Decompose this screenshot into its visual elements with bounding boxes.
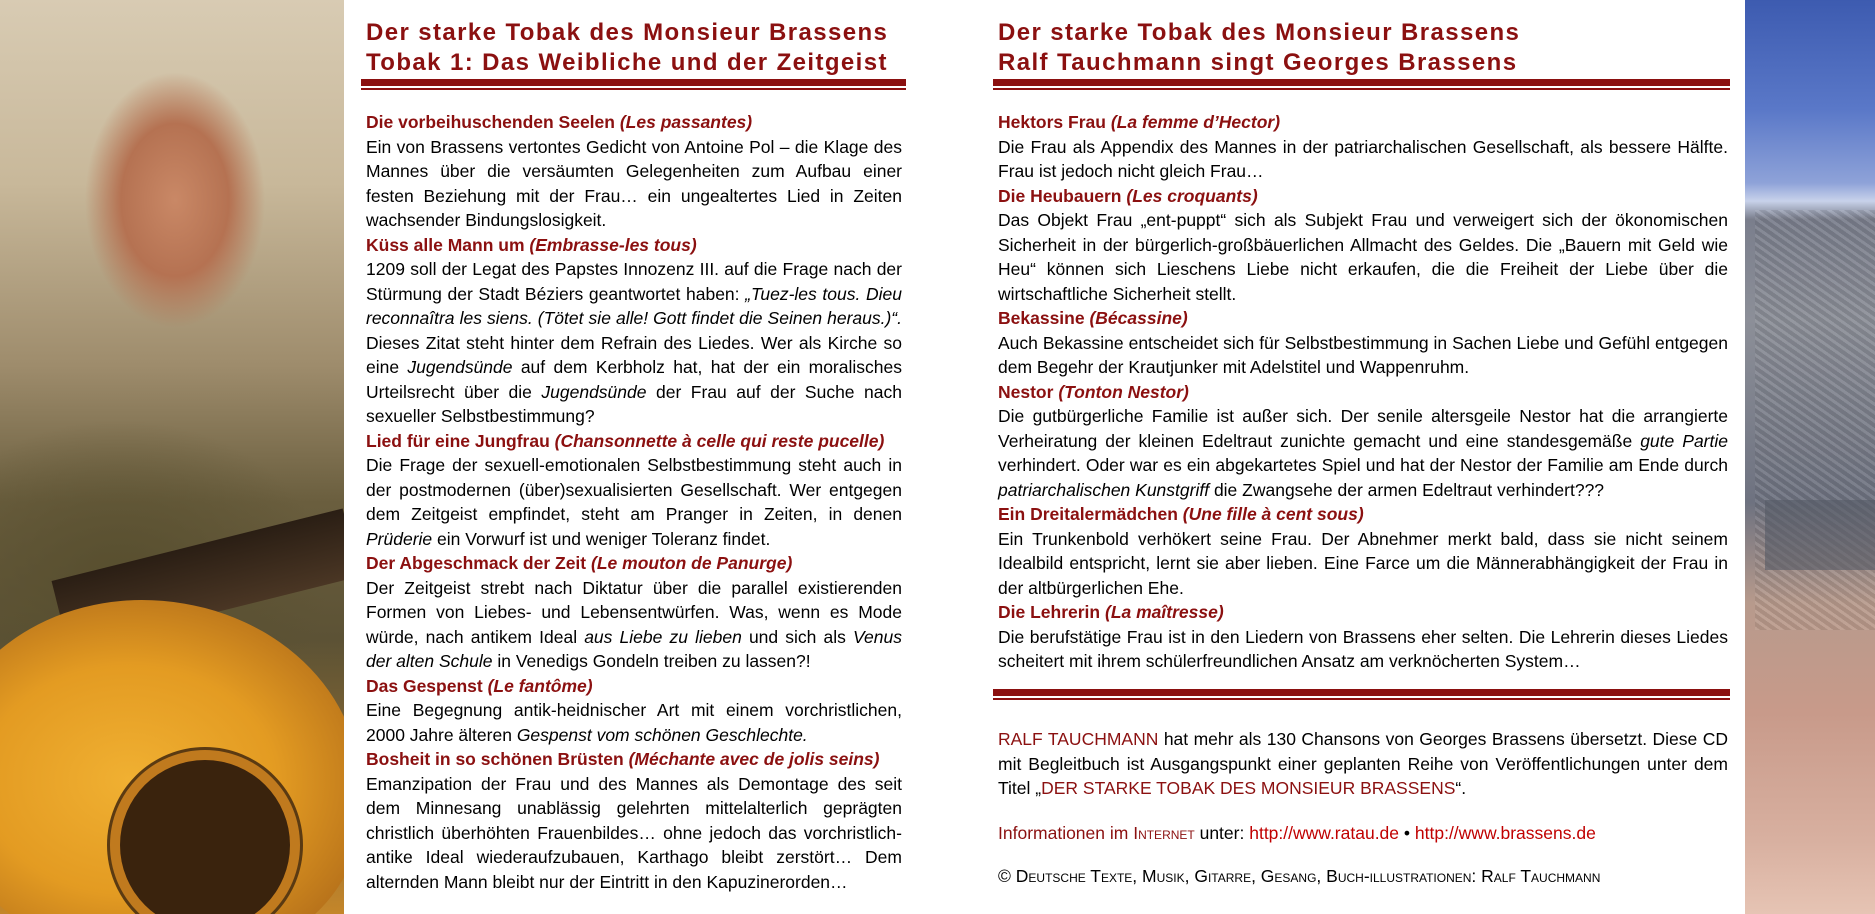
song-title-text: Die Lehrerin (998, 602, 1101, 622)
song-title (366, 112, 752, 132)
text-run-italic: „Tuez-les tous. Dieu reconnaîtra les siens. (Tötet sie alle! Gott findet die Seinen heraus.)“. (366, 283, 902, 328)
song-entry (998, 600, 1728, 625)
link-brassens[interactable]: http://www.brassens.de (1414, 823, 1596, 843)
song-title (366, 553, 792, 573)
text-run: “. (1455, 778, 1467, 798)
song-title-text: Der Abgeschmack der Zeit (366, 553, 587, 573)
text-run-italic: Jugendsünde (541, 381, 647, 402)
song-title (998, 382, 1189, 402)
song-entry (998, 110, 1728, 135)
song-description (366, 698, 902, 747)
text-run-italic: Jugendsünde (407, 357, 513, 377)
text-run: in Venedigs Gondeln treiben zu lassen?! (492, 651, 811, 671)
left-header-prefix: Tobak 1: (366, 49, 483, 76)
text-run: Eine Begegnung antik-heidnischer Art mit einem vorchristlichen, 2000 Jahre älteren (366, 700, 902, 745)
song-description: Die Frau als Appendix des Mannes in der patriarchalischen Gesellschaft, als bessere Hälfte. Frau ist jedoch nicht gleich Frau… (998, 136, 1728, 181)
song-entry (366, 674, 902, 699)
song-entry (366, 110, 902, 135)
song-entry (366, 233, 902, 258)
text-run-italic: Venus der alten Schule (366, 626, 902, 671)
song-entry (998, 502, 1728, 527)
song-entry (366, 551, 902, 576)
song-entry (998, 380, 1728, 405)
song-original-title: (Le fantôme) (487, 675, 593, 696)
credits-block (998, 864, 1728, 889)
info-block (998, 821, 1728, 846)
text-run: Dieses Zitat steht hinter dem Refrain des Liedes. Wer als Kirche so eine (366, 332, 902, 377)
song-entry (366, 747, 902, 772)
text-run: ein Vorwurf ist und weniger Toleranz findet. (432, 528, 771, 549)
text-run: unter: (1194, 823, 1250, 843)
text-run: hat mehr als 130 Chansons von Georges Brassens übersetzt. Diese CD mit Begleitbuch ist Ausgangspunkt einer geplanten Reihe von Veröffentlichungen unter dem Titel „ (998, 729, 1728, 798)
song-title (366, 431, 884, 451)
song-title-text: Lied für eine Jungfrau (366, 430, 550, 451)
info-label (998, 823, 1195, 843)
song-original-title: (Embrasse-les tous) (529, 234, 697, 255)
song-entry (366, 429, 902, 454)
left-header-rule (361, 79, 906, 86)
song-description (366, 257, 902, 429)
song-original-title: (Les croquants) (1126, 185, 1258, 206)
song-description: Auch Bekassine entscheidet sich für Selbstbestimmung in Sachen Liebe und Gefühl entgegen dem Begehr der Krautjunker mit Adelstitel und Wappenruhm. (998, 332, 1728, 377)
song-title (366, 235, 697, 255)
song-description: Das Objekt Frau „ent-puppt“ sich als Subjekt Frau und verweigert sich der ökonomischen Sicherheit in der bürgerlich-großbäuerlichen Allmacht des Geldes. Die „Bauern mit Geld wie Heu“ können sich Lieschens Liebe nicht erkaufen, die die Freiheit der Liebe über die wirtschaftliche Sicherheit stellt. (998, 210, 1728, 304)
text-run: die Zwangsehe der armen Edeltraut verhindert??? (1209, 479, 1605, 500)
song-original-title: (Une fille à cent sous) (1182, 504, 1364, 524)
song-title-text: Die Heubauern (998, 185, 1122, 206)
left-header-rule-thin (361, 88, 906, 90)
song-description: Die berufstätige Frau ist in den Liedern von Brassens eher selten. Die Lehrerin dieses Liedes scheitert mit ihrem schülerfreundlichen Ansatz am verknöcherten System… (998, 626, 1728, 671)
song-title (998, 186, 1258, 206)
text-run-italic: Prüderie (366, 528, 433, 549)
left-header-line2 (366, 48, 888, 78)
song-title (998, 112, 1280, 132)
text-run: Der Zeitgeist strebt nach Diktatur über die parallel existierenden Formen von Liebes- und Lebensentwürfen. Was, wenn es Mode würde, nach antikem Ideal (366, 577, 902, 647)
song-title (998, 504, 1364, 524)
text-run: und sich als (741, 626, 854, 647)
text-run-italic: gute Partie (1640, 430, 1728, 451)
song-original-title: (Le mouton de Panurge) (591, 553, 793, 573)
text-run: verhindert. Oder war es ein abgekartetes Spiel und hat der Nestor der Familie am Ende durch (998, 455, 1728, 475)
photo-stone-landscape (1745, 0, 1875, 914)
song-title-text: Nestor (998, 381, 1054, 402)
info-line (998, 821, 1728, 846)
song-entry (998, 184, 1728, 209)
left-header-line1: Der starke Tobak des Monsieur Brassens (366, 19, 889, 46)
song-original-title: (La femme d’Hector) (1110, 112, 1281, 132)
song-entry (998, 306, 1728, 331)
text-run-italic: Gespenst vom schönen Geschlechte. (516, 724, 808, 745)
right-header-rule-thin (993, 88, 1730, 90)
song-title-text: Das Gespenst (366, 675, 483, 696)
song-title-text: Bosheit in so schönen Brüsten (366, 749, 624, 769)
left-songs (366, 110, 902, 894)
author-name: RALF TAUCHMANN (998, 729, 1159, 749)
song-title (998, 602, 1224, 622)
song-original-title: (Tonton Nestor) (1058, 381, 1189, 402)
text-run: Informationen im (998, 823, 1134, 843)
right-header-rule (993, 79, 1730, 86)
song-original-title: (Bécassine) (1089, 308, 1188, 328)
song-original-title: (Chansonnette à celle qui reste pucelle) (554, 430, 885, 451)
song-description (366, 453, 902, 551)
right-header-line1: Der starke Tobak des Monsieur Brassens (998, 19, 1521, 46)
right-header-line2: Ralf Tauchmann singt Georges Brassens (998, 49, 1518, 76)
song-original-title: (Les passantes) (619, 112, 753, 132)
right-footer-rule-thin (993, 698, 1730, 700)
right-header (998, 18, 1520, 78)
text-run: Internet (1133, 823, 1195, 843)
song-title (998, 308, 1188, 328)
text-run-italic: patriarchalischen Kunstgriff (998, 479, 1210, 500)
bullet-separator: • (1399, 823, 1415, 843)
about-text (998, 727, 1728, 801)
song-description: Ein Trunkenbold verhökert seine Frau. Der Abnehmer merkt bald, dass sie nicht seinem Idealbild entspricht, lernt sie aber lieben. Eine Farce um die Männerabhängigkeit der Frau in der altbürgerlichen Ehe. (998, 528, 1728, 598)
link-ratau[interactable]: http://www.ratau.de (1249, 823, 1400, 843)
left-header-title: Das Weibliche und der Zeitgeist (482, 49, 888, 76)
text-run: 1209 soll der Legat des Papstes Innozenz III. auf die Frage nach der Stürmung der Stadt Béziers geantwortet haben: (366, 259, 902, 304)
song-title (366, 676, 593, 696)
right-footer-rule (993, 689, 1730, 696)
song-title-text: Küss alle Mann um (366, 234, 525, 255)
song-description: Emanzipation der Frau und des Mannes als Demontage des seit dem Minnesang unablässig gelehrten mittelalterlich geprägten christlich überhöhten Frauenbildes… ohne jedoch das vorchristlich-antike Ideal wiederaufzubauen, Karthago bleibt zerstört… Dem alternden Mann bleibt nur der Eintritt in den Kapuzinerorden… (366, 773, 902, 892)
text-run: Die gutbürgerliche Familie ist außer sich. Der senile altersgeile Nestor hat die arrangierte Verheiratung der kleinen Edeltraut zunichte gemacht und eine standesgemäße (998, 406, 1728, 451)
text-run: der Frau auf der Suche nach sexueller Selbstbestimmung? (366, 381, 902, 426)
left-header (366, 18, 888, 78)
song-title-text: Die vorbeihuschenden Seelen (366, 112, 615, 132)
song-title-text: Bekassine (998, 308, 1085, 328)
photo-singer-with-guitar (0, 0, 344, 914)
plaque (1765, 500, 1875, 570)
song-title-text: Hektors Frau (998, 112, 1106, 132)
about-block (998, 727, 1728, 801)
song-title (366, 749, 880, 769)
text-run: Die Frage der sexuell-emotionalen Selbstbestimmung steht auch in der postmodernen (über)sexualisierten Gesellschaft. Wer entgegen dem Zeitgeist empfindet, steht am Pranger in Zeiten, in denen (366, 455, 902, 524)
song-description (998, 404, 1728, 502)
right-songs (998, 110, 1728, 674)
series-title: DER STARKE TOBAK DES MONSIEUR BRASSENS (1041, 778, 1456, 798)
song-original-title: (Méchante avec de jolis seins) (628, 749, 880, 769)
song-description: Ein von Brassens vertontes Gedicht von Antoine Pol – die Klage des Mannes über die versäumten Gelegenheiten zum Aufbau einer festen Beziehung mit der Frau… ein ungealtertes Lied in Zeiten wachsender Bindungslosigkeit. (366, 136, 902, 230)
song-title-text: Ein Dreitalermädchen (998, 504, 1178, 524)
song-original-title: (La maîtresse) (1105, 602, 1224, 622)
credits-text: © Deutsche Texte, Musik, Gitarre, Gesang, Buch-illustrationen: Ralf Tauchmann (998, 866, 1601, 886)
song-description (366, 576, 902, 674)
text-run-italic: aus Liebe zu lieben (584, 626, 742, 647)
text-run: auf dem Kerbholz hat, hat der ein moralisches Urteilsrecht über die (366, 357, 902, 402)
